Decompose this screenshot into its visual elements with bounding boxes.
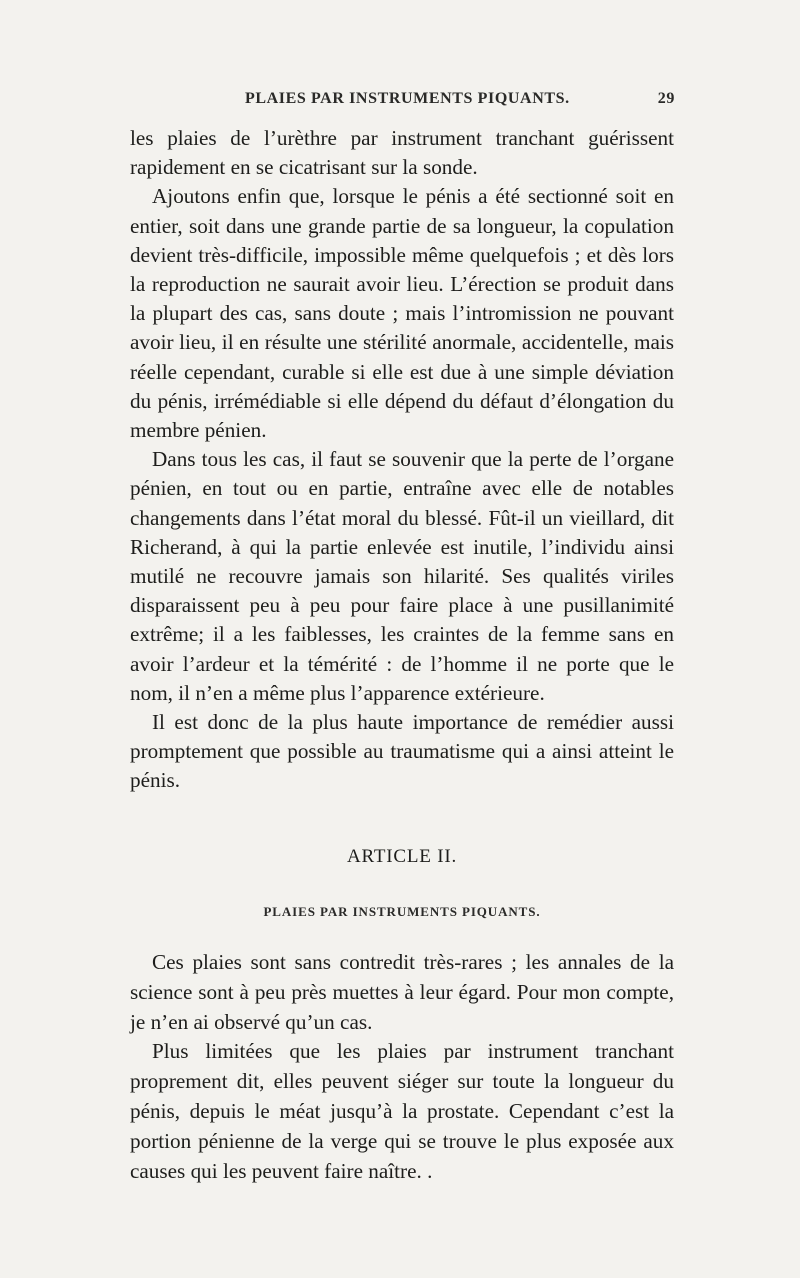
- paragraph: Dans tous les cas, il faut se souvenir que la perte de l’organe pénien, en tout ou en partie, entraîne avec elle de notables changements dans l’état moral du blessé. Fût-il un vieillard, dit Richerand, à qui la partie enlevée est inutile, l’individu ainsi mutilé ne recouvre jamais son hilarité. Ses qualités viriles disparaissent peu à peu pour faire place à une pusillanimité extrême; il a les faiblesses, les craintes de la femme sans en avoir l’ardeur et la témérité : de l’homme il ne porte que le nom, il n’en a même plus l’apparence extérieure.: [130, 447, 674, 705]
- paragraph-continuation: les plaies de l’urèthre par instrument tranchant guérissent rapidement en se cicatrisant sur la sonde.: [130, 126, 674, 180]
- article-heading: ARTICLE II.: [346, 846, 458, 867]
- running-header: [245, 90, 675, 112]
- paragraph: Il est donc de la plus haute importance de remédier aussi promptement que possible au traumatisme qui a ainsi atteint le pénis.: [130, 710, 674, 793]
- section-subtitle: PLAIES PAR INSTRUMENTS PIQUANTS.: [263, 904, 541, 919]
- running-title: PLAIES PAR INSTRUMENTS PIQUANTS.: [245, 90, 570, 107]
- paragraph: Plus limitées que les plaies par instrument tranchant proprement dit, elles peuvent siéger sur toute la longueur du pénis, depuis le méat jusqu’à la prostate. Cependant c’est la portion pénienne de la verge qui se trouve le plus exposée aux causes qui les peuvent faire naître. .: [130, 1039, 674, 1183]
- paragraph: Ajoutons enfin que, lorsque le pénis a été sectionné soit en entier, soit dans une grande partie de sa longueur, la copulation devient très-difficile, impossible même quelquefois ; et dès lors la reproduction ne saurait avoir lieu. L’érection se produit dans la plupart des cas, sans doute ; mais l’intromission ne pouvant avoir lieu, il en résulte une stérilité anormale, accidentelle, mais réelle cependant, curable si elle est due à une simple déviation du pénis, irrémédiable si elle dépend du défaut d’élongation du membre pénien.: [130, 184, 674, 443]
- body-text-top: [130, 124, 674, 796]
- page-number: 29: [657, 90, 675, 107]
- paragraph: Ces plaies sont sans contredit très-rares ; les annales de la science sont à peu près muettes à leur égard. Pour mon compte, je n’en ai observé qu’un cas.: [130, 950, 674, 1034]
- body-text-bottom: [130, 948, 674, 1186]
